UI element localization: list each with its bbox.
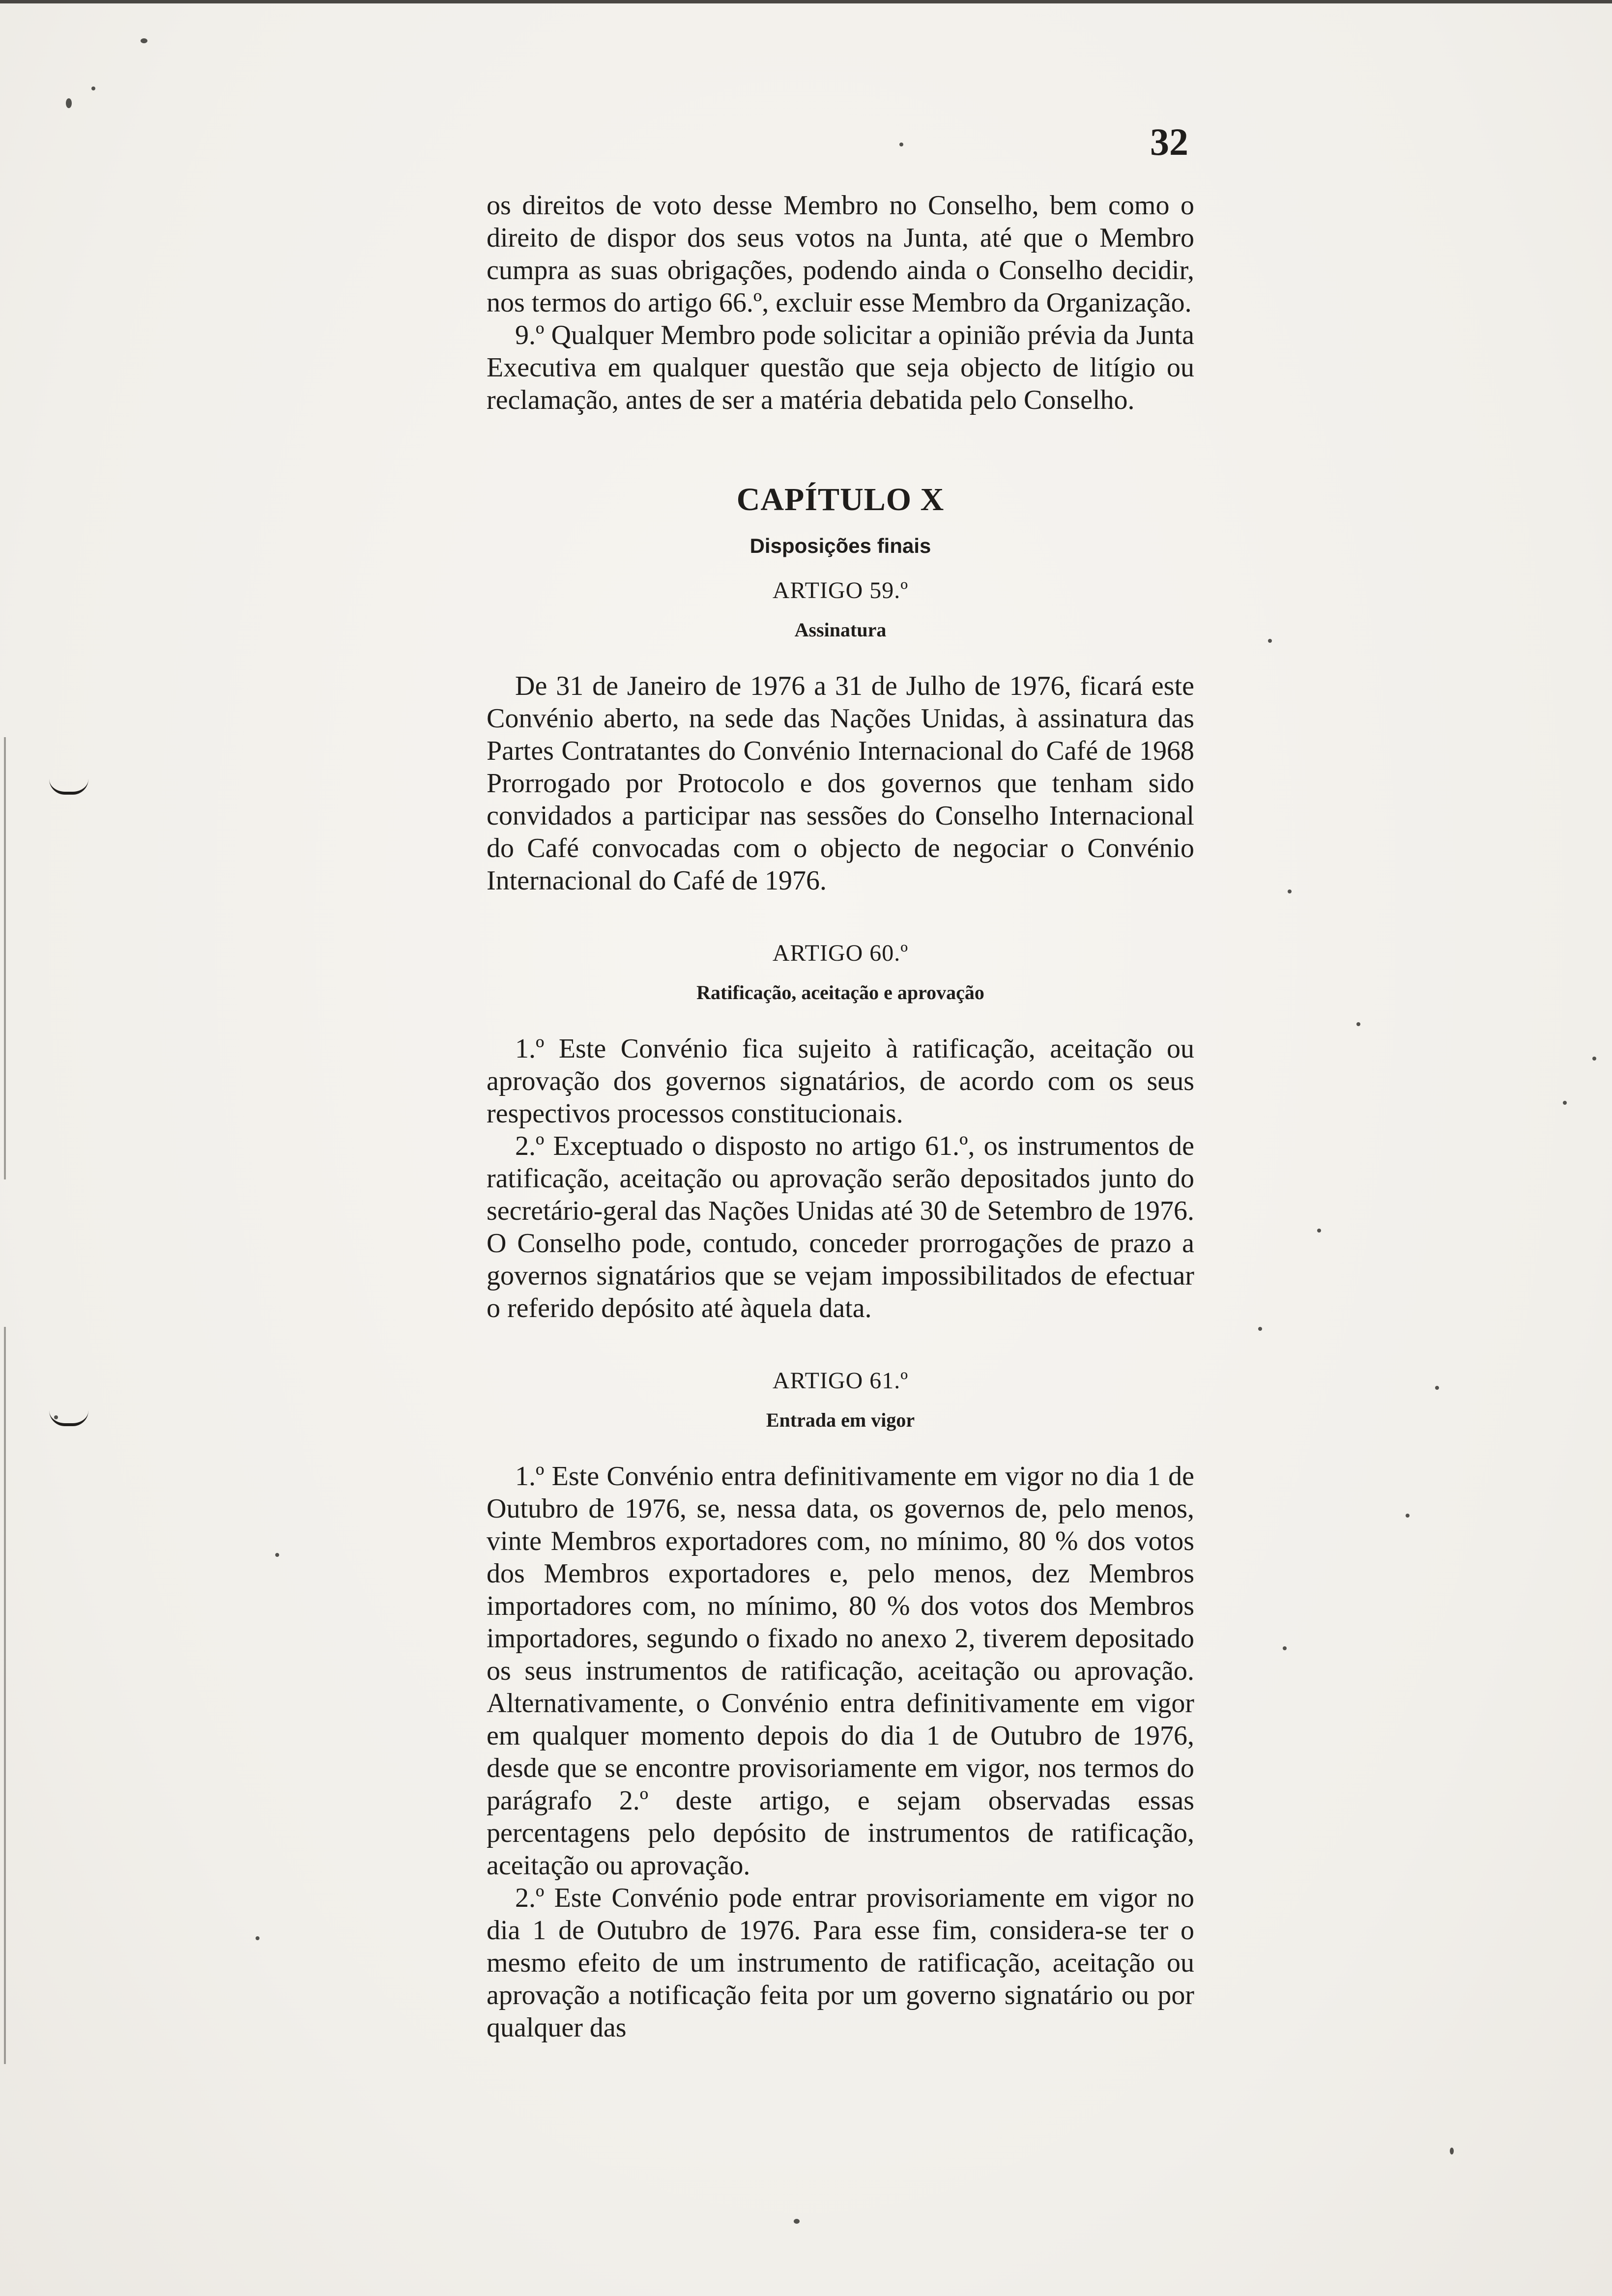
- scan-mark: [49, 1410, 88, 1426]
- scan-speck: [275, 1553, 279, 1557]
- scan-speck: [66, 98, 72, 108]
- article-body: [487, 670, 1194, 897]
- scan-speck: [1283, 1646, 1287, 1650]
- scan-edge-streak: [4, 737, 6, 1179]
- article-paragraph: De 31 de Janeiro de 1976 a 31 de Julho de 1976, ficará este Convénio aberto, na sede das Nações Unidas, à assinatura das Partes Contratantes do Convénio Internacional do Café de 1968 Prorrogado por Protocolo e dos governos que tenham sido convidados a participar nas sessões do Conselho Internacional do Café convocadas com o objecto de negociar o Convénio Internacional do Café de 1976.: [487, 671, 1194, 896]
- scan-speck: [1592, 1057, 1596, 1061]
- article-paragraph: 2.º Exceptuado o disposto no artigo 61.º, os instrumentos de ratificação, aceitação ou aprovação serão depositados junto do secretário-geral das Nações Unidas até 30 de Setembro de 1976. O Conselho pode, contudo, conceder prorrogações de prazo a governos signatários que se vejam impossibilitados de efectuar o referido depósito até àquela data.: [487, 1131, 1194, 1323]
- article-heading: ARTIGO 60.º: [772, 940, 909, 966]
- chapter-title: CAPÍTULO X: [736, 482, 945, 517]
- article-59: [487, 576, 1194, 897]
- article-paragraph: 2.º Este Convénio pode entrar provisoriamente em vigor no dia 1 de Outubro de 1976. Para esse fim, considera-se ter o mesmo efeito de um instrumento de ratificação, aceitação ou aprovação a notificação feita por um governo signatário ou por qualquer das: [487, 1883, 1194, 2043]
- article-subheading: Assinatura: [794, 619, 887, 641]
- article-61: [487, 1367, 1194, 2044]
- continuation-paragraph: os direitos de voto desse Membro no Conselho, bem como o direito de dispor dos seus votos na Junta, até que o Membro cumpra as suas obrigações, podendo ainda o Conselho decidir, nos termos do artigo 66.º, excluir esse Membro da Organização.: [487, 190, 1194, 318]
- article-body: [487, 1460, 1194, 2044]
- article-paragraph: 1.º Este Convénio fica sujeito à ratificação, aceitação ou aprovação dos governos signatários, de acordo com os seus respectivos processos constitucionais.: [487, 1033, 1194, 1129]
- article-heading: ARTIGO 59.º: [772, 577, 909, 603]
- top-edge-rule: [0, 0, 1612, 3]
- scan-speck: [1435, 1386, 1439, 1390]
- article-paragraph: 1.º Este Convénio entra definitivamente em vigor no dia 1 de Outubro de 1976, se, nessa data, os governos de, pelo menos, vinte Membros exportadores com, no mínimo, 80 % dos votos dos Membros exportadores e, pelo menos, dez Membros importadores com, no mínimo, 80 % dos votos dos Membros importadores, segundo o fixado no anexo 2, tiverem depositado os seus instrumentos de ratificação, aceitação ou aprovação. Alternativamente, o Convénio entra definitivamente em vigor em qualquer momento depois do dia 1 de Outubro de 1976, desde que se encontre provisoriamente em vigor, nos termos do parágrafo 2.º deste artigo, e sejam observadas essas percentagens pelo depósito de instrumentos de ratificação, aceitação ou aprovação.: [487, 1461, 1194, 1881]
- article-60: [487, 939, 1194, 1324]
- scan-speck: [1406, 1514, 1410, 1518]
- article-body: [487, 1033, 1194, 1324]
- scan-speck: [1258, 1327, 1262, 1331]
- scan-speck: [1563, 1101, 1567, 1105]
- scan-speck: [1356, 1022, 1360, 1026]
- paragraph-9: 9.º Qualquer Membro pode solicitar a opinião prévia da Junta Executiva em qualquer questão que seja objecto de litígio ou reclamação, antes de ser a matéria debatida pelo Conselho.: [487, 320, 1194, 415]
- scan-speck: [1288, 890, 1292, 893]
- article-subheading: Ratificação, aceitação e aprovação: [696, 981, 984, 1004]
- article-heading: ARTIGO 61.º: [772, 1368, 909, 1394]
- scan-speck: [794, 2219, 800, 2224]
- chapter-subtitle: Disposições finais: [749, 534, 931, 557]
- scan-speck: [1450, 2148, 1454, 2154]
- scan-speck: [256, 1936, 259, 1940]
- scan-mark: [49, 779, 88, 795]
- article-subheading: Entrada em vigor: [766, 1409, 915, 1431]
- scan-speck: [1317, 1229, 1321, 1233]
- scan-speck: [899, 143, 903, 146]
- scan-speck: [1268, 639, 1272, 643]
- scan-edge-streak: [4, 1327, 6, 2064]
- scan-speck: [91, 86, 95, 90]
- text-column: [487, 189, 1194, 2044]
- page-number: 32: [1150, 120, 1188, 163]
- scan-speck: [141, 38, 147, 43]
